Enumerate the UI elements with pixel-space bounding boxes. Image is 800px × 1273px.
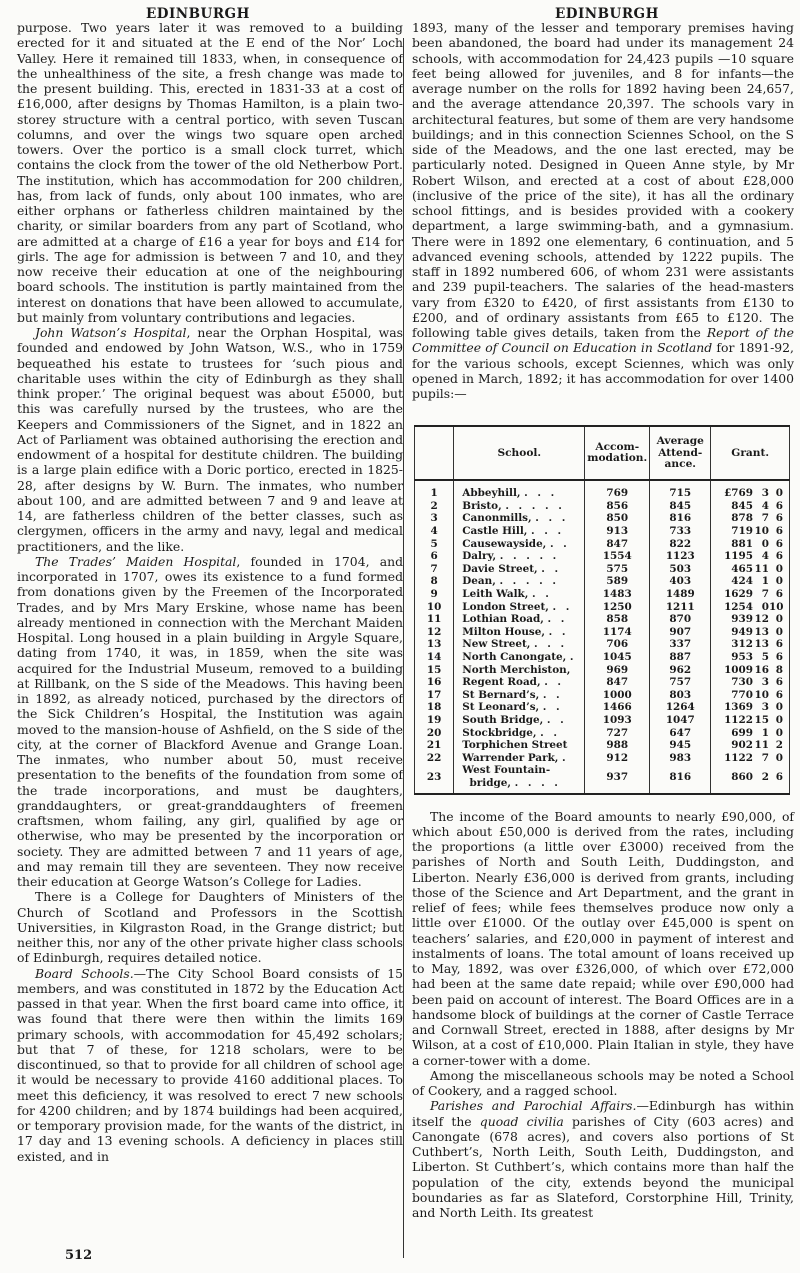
school-name: St Leonard’s, . . xyxy=(454,701,585,714)
school-name: North Canongate, . xyxy=(454,651,585,664)
accommodation: 1250 xyxy=(585,601,650,614)
row-number: 7 xyxy=(415,563,454,576)
grant-pence: 6 xyxy=(775,512,783,525)
attendance: 1264 xyxy=(650,701,711,714)
attendance: 845 xyxy=(650,500,711,513)
grant xyxy=(711,727,790,740)
section-title-john-watsons: John Watson’s Hospital xyxy=(35,325,187,340)
attendance: 822 xyxy=(650,538,711,551)
grant-pounds: 730 xyxy=(731,676,753,689)
table-row xyxy=(415,651,790,664)
table-row xyxy=(415,525,790,538)
grant-shillings: 4 xyxy=(761,499,769,512)
school-name: West Fountain- bridge, . . . . xyxy=(454,764,585,793)
section-title-trades-maiden: The Trades’ Maiden Hospital xyxy=(35,553,237,569)
table-header-row xyxy=(415,426,790,480)
row-number: 18 xyxy=(415,701,454,714)
grant-pence: 8 xyxy=(775,663,783,676)
report-title: Report of the Committee of Council on Education in Scotland xyxy=(412,325,795,356)
grant-pounds: 881 xyxy=(731,537,753,550)
accommodation: 850 xyxy=(585,512,650,525)
grant-shillings: 1 xyxy=(761,726,769,739)
school-name: Stockbridge, . . xyxy=(454,727,585,740)
table-row xyxy=(415,512,790,525)
attendance: 816 xyxy=(650,764,711,793)
attendance: 1123 xyxy=(650,550,711,563)
grant-pence: 6 xyxy=(775,676,783,689)
grant-shillings: 3 xyxy=(761,676,769,689)
school-name: Lothian Road, . . xyxy=(454,613,585,626)
row-number: 21 xyxy=(415,739,454,752)
school-name: Davie Street, . . xyxy=(454,563,585,576)
grant-shillings: 13 xyxy=(754,638,769,651)
grant-pence: 2 xyxy=(775,739,783,752)
table-row xyxy=(415,739,790,752)
grant-pounds: £769 xyxy=(724,487,753,500)
paragraph-orphan-hospital: purpose. Two years later it was removed to a building erected for it and situated at the E end of the Nor’ Loch Valley. Here it remained till 1833, when, in consequence of the unhealthiness of the site, a fresh change was made to the present building. This, erected in 1831-33 at a cost of £16,000, after designs by Thomas Hamilton, is a plain two-storey structure with a central portico, with seven Tuscan columns, and over the wings two square open arched towers. Over the portico is a small clock turret, which contains the clock from the tower of the old Netherbow Port. The institution, which has accommodation for 200 children, has, from lack of funds, only about 100 inmates, who are either orphans or fatherless children maintained by the charity, or similar boarders from any part of Scotland, who are admitted at a charge of £16 a year for boys and £14 for girls. The age for admission is between 7 and 10, and they now receive their education at one of the neighbouring board schools. The institution is partly maintained from the interest on donations that have been allowed to accumulate, but mainly from voluntary contributions and legacies. xyxy=(17,20,403,325)
school-name: Torphichen Street xyxy=(454,739,585,752)
table-row xyxy=(415,676,790,689)
col-header-number xyxy=(415,426,454,480)
row-number: 3 xyxy=(415,512,454,525)
grant-pence: 0 xyxy=(775,625,783,638)
grant xyxy=(711,676,790,689)
grant-shillings: 1 xyxy=(761,575,769,588)
accommodation: 589 xyxy=(585,575,650,588)
grant-pounds: 1629 xyxy=(724,588,753,600)
row-number: 1 xyxy=(415,480,454,500)
attendance: 907 xyxy=(650,626,711,639)
grant xyxy=(711,651,790,664)
row-number: 20 xyxy=(415,727,454,740)
school-name: South Bridge, . . xyxy=(454,714,585,727)
grant-shillings: 12 xyxy=(754,613,769,626)
grant xyxy=(711,538,790,551)
grant-pounds: 1122 xyxy=(724,713,753,726)
grant-pounds: 312 xyxy=(731,638,753,651)
grant xyxy=(711,764,790,793)
attendance: 945 xyxy=(650,739,711,752)
accommodation: 727 xyxy=(585,727,650,740)
grant-pence: 0 xyxy=(775,613,783,626)
grant-pounds: 878 xyxy=(731,512,753,525)
grant-pence: 6 xyxy=(775,588,783,600)
grant xyxy=(711,664,790,677)
grant xyxy=(711,714,790,727)
attendance: 887 xyxy=(650,651,711,664)
school-name: Leith Walk, . . xyxy=(454,588,585,601)
grant-pence: 6 xyxy=(775,770,783,783)
grant xyxy=(711,613,790,626)
school-name: Causewayside, . . xyxy=(454,538,585,551)
table-row xyxy=(415,638,790,651)
row-number: 23 xyxy=(415,764,454,793)
table-row xyxy=(415,764,790,793)
grant-pounds: 424 xyxy=(731,575,753,588)
row-number: 16 xyxy=(415,676,454,689)
grant xyxy=(711,638,790,651)
grant xyxy=(711,550,790,563)
school-name: Dalry, . . . . . xyxy=(454,550,585,563)
running-header-left: EDINBURGH xyxy=(146,6,250,22)
paragraph-college-daughters-ministers: There is a College for Daughters of Ministers of the Church of Scotland and Professors in the Scottish Universities, in Kilgraston Road, in the Grange district; but neither this, nor any of the other private higher class schools of Edinburgh, requires detailed notice. xyxy=(17,889,403,966)
section-title-parishes: Parishes and Parochial Affairs. xyxy=(430,1098,637,1114)
accommodation: 969 xyxy=(585,664,650,677)
row-number: 5 xyxy=(415,538,454,551)
accommodation: 706 xyxy=(585,638,650,651)
table-row xyxy=(415,575,790,588)
grant-pence: 6 xyxy=(775,537,783,550)
grant-shillings: 15 xyxy=(754,713,769,726)
paragraph-misc-schools: Among the miscellaneous schools may be noted a School of Cookery, and a ragged school. xyxy=(412,1067,794,1098)
accommodation: 1174 xyxy=(585,626,650,639)
table-row xyxy=(415,601,790,614)
grant-shillings: 11 xyxy=(754,739,769,752)
school-name: Canonmills, . . . xyxy=(454,512,585,525)
grant-pence: 6 xyxy=(775,638,783,651)
grant-pence: 0 xyxy=(775,487,783,500)
grant-shillings: 3 xyxy=(761,701,769,714)
attendance: 983 xyxy=(650,752,711,765)
grant xyxy=(711,575,790,588)
grant-pounds: 953 xyxy=(731,650,753,663)
row-number: 17 xyxy=(415,689,454,702)
grant-pence: 0 xyxy=(775,751,783,764)
table-row xyxy=(415,727,790,740)
left-column xyxy=(17,20,403,1164)
row-number: 19 xyxy=(415,714,454,727)
grant-shillings: 11 xyxy=(754,562,769,575)
table-row xyxy=(415,752,790,765)
table-row xyxy=(415,563,790,576)
attendance: 962 xyxy=(650,664,711,677)
row-number: 11 xyxy=(415,613,454,626)
grant-shillings: 0 xyxy=(761,600,769,613)
grant-shillings: 7 xyxy=(761,751,769,764)
attendance: 503 xyxy=(650,563,711,576)
accommodation: 1045 xyxy=(585,651,650,664)
grant-pounds: 770 xyxy=(731,688,753,701)
grant-pence: 0 xyxy=(775,562,783,575)
paragraph-trades-maiden-hospital: The Trades’ Maiden Hospital, founded in 1704, and incorporated in 1707, owes its existence to a fund formed from donations given by the Freemen of the Incorporated Trades, and by Mrs Mary Erskine, whose name has been already mentioned in connection with the Merchant Maiden Hospital. Long housed in a plain building in Argyle Square, dating from 1740, it was, in 1859, when the site was acquired for the Industrial Museum, removed to a building at Rillbank, on the S side of the Meadows. This having been in 1892, as already noticed, purchased by the directors of the Sick Children’s Hospital, the Institution was again moved to the mansion-house of Ashfield, on the S side of the city, at the corner of Blackford Avenue and Grange Loan. The inmates, who number about 50, must receive presentation to the benefits of the foundation from some of the trade incorporations, and must be daughters, granddaughters, or great-granddaughters of freemen craftsmen, whom failing, any girl, qualified by age or otherwise, who may be presented by the incorporation or society. They are admitted between 7 and 11 years of age, and may remain till they are seventeen. They now receive their education at George Watson’s College for Ladies. xyxy=(17,553,403,889)
grant-pounds: 860 xyxy=(731,770,753,783)
grant xyxy=(711,480,790,500)
running-header-right: EDINBURGH xyxy=(555,6,659,22)
grant-shillings: 13 xyxy=(754,625,769,638)
accommodation: 913 xyxy=(585,525,650,538)
table-row xyxy=(415,689,790,702)
accommodation: 912 xyxy=(585,752,650,765)
accommodation: 1554 xyxy=(585,550,650,563)
col-header-school: School. xyxy=(454,426,585,480)
row-number: 9 xyxy=(415,588,454,601)
grant-shillings: 3 xyxy=(761,487,769,500)
row-number: 13 xyxy=(415,638,454,651)
grant xyxy=(711,752,790,765)
grant-pounds: 949 xyxy=(731,625,753,638)
grant-pounds: 1254 xyxy=(724,600,753,613)
grant-pence: 0 xyxy=(775,701,783,714)
accommodation: 1483 xyxy=(585,588,650,601)
grant-shillings: 0 xyxy=(761,537,769,550)
accommodation: 1093 xyxy=(585,714,650,727)
accommodation: 769 xyxy=(585,480,650,500)
school-name: St Bernard’s, . . xyxy=(454,689,585,702)
attendance: 757 xyxy=(650,676,711,689)
school-name: Regent Road, . . xyxy=(454,676,585,689)
grant xyxy=(711,512,790,525)
schools-table-wrapper xyxy=(412,425,794,794)
grant-shillings: 10 xyxy=(754,525,769,538)
school-name: London Street, . . xyxy=(454,601,585,614)
grant-pounds: 1369 xyxy=(724,701,753,714)
school-name: New Street, . . . xyxy=(454,638,585,651)
row-number: 14 xyxy=(415,651,454,664)
accommodation: 937 xyxy=(585,764,650,793)
accommodation: 847 xyxy=(585,538,650,551)
paragraph-john-watsons-hospital: John Watson’s Hospital, near the Orphan Hospital, was founded and endowed by John Watson, W.S., who in 1759 bequeathed his estate to trustees for ‘such pious and charitable uses within the city of Edinburgh as they shall think proper.’ The original bequest was about £5000, but this was carefully nursed by the trustees, who are the Keepers and Commissioners of the Signet, and in 1822 an Act of Parliament was obtained authorising the erection and endowment of a hospital for destitute children. The building is a large plain edifice with a Doric portico, erected in 1825-28, after designs by W. Burn. The inmates, who number about 100, and are admitted between 7 and 9 and leave at 14, are fatherless children of the better classes, such as clergymen, officers in the army and navy, legal and medical practitioners, and the like. xyxy=(17,325,404,554)
table-row xyxy=(415,626,790,639)
grant-shillings: 2 xyxy=(761,770,769,783)
grant-pounds: 939 xyxy=(731,613,753,626)
attendance: 1047 xyxy=(650,714,711,727)
grant-pounds: 845 xyxy=(731,499,753,512)
grant-shillings: 7 xyxy=(761,512,769,525)
grant xyxy=(711,689,790,702)
row-number: 10 xyxy=(415,601,454,614)
grant-pounds: 1122 xyxy=(724,751,753,764)
grant xyxy=(711,626,790,639)
row-number: 12 xyxy=(415,626,454,639)
grant-pounds: 1195 xyxy=(724,550,753,563)
grant-pounds: 902 xyxy=(731,739,753,752)
grant xyxy=(711,588,790,601)
table-row xyxy=(415,588,790,601)
page-number: 512 xyxy=(65,1248,93,1263)
accommodation: 856 xyxy=(585,500,650,513)
grant xyxy=(711,500,790,513)
table-body xyxy=(415,480,790,793)
grant xyxy=(711,739,790,752)
accommodation: 847 xyxy=(585,676,650,689)
grant-pence: 0 xyxy=(775,713,783,726)
table-row xyxy=(415,500,790,513)
grant xyxy=(711,601,790,614)
attendance: 816 xyxy=(650,512,711,525)
row-number: 4 xyxy=(415,525,454,538)
grant-pounds: 1009 xyxy=(724,663,753,676)
grant-pence: 6 xyxy=(775,525,783,538)
right-column xyxy=(412,20,794,1220)
table-row xyxy=(415,714,790,727)
grant-pounds: 719 xyxy=(731,525,753,538)
grant-pounds: 465 xyxy=(731,562,753,575)
paragraph-board-schools: Board Schools.—The City School Board consists of 15 members, and was constituted in 1872 by the Education Act passed in that year. When the first board came into office, it was found that there were then within the limits 169 primary schools, with accommodation for 45,492 scholars; but that 7 of these, for 1218 scholars, were to be discontinued, so that to provide for all children of school age it would be necessary to provide 4160 additional places. To meet this deficiency, it was resolved to erect 7 new schools for 4200 children; and by 1874 buildings had been acquired, or temporary provision made, for the wants of the district, in 17 day and 13 evening schools. A deficiency in places still existed, and in xyxy=(17,965,403,1164)
table-row xyxy=(415,480,790,500)
school-name: Castle Hill, . . . xyxy=(454,525,585,538)
row-number: 15 xyxy=(415,664,454,677)
grant xyxy=(711,525,790,538)
grant xyxy=(711,563,790,576)
grant-pence: 6 xyxy=(775,650,783,663)
col-header-accommodation: Accom- modation. xyxy=(585,426,650,480)
row-number: 2 xyxy=(415,500,454,513)
paragraph-board-income: The income of the Board amounts to nearly £90,000, of which about £50,000 is derived from the rates, including the proportions (a little over £3000) received from the parishes of North and South Leith, Duddingston, and Liberton. Nearly £36,000 is derived from grants, including those of the Science and Art Department, and the grant in relief of fees; while fees themselves produce now only a little over £1000. Of the outlay over £45,000 is spent on teachers’ salaries, and £20,000 in payment of interest and instalments of loans. The total amount of loans received up to May, 1892, was over £326,000, of which over £72,000 had been at the same date repaid; while over £90,000 had been paid on account of interest. The Board Offices are in a handsome block of buildings at the corner of Castle Terrace and Cornwall Street, erected in 1888, after designs by Mr Wilson, at a cost of £10,000. Plain Italian in style, they have a corner-tower with a dome. xyxy=(412,808,794,1068)
accommodation: 988 xyxy=(585,739,650,752)
schools-table xyxy=(414,425,790,794)
attendance: 1211 xyxy=(650,601,711,614)
table-row xyxy=(415,538,790,551)
column-divider xyxy=(403,38,404,1258)
row-number: 8 xyxy=(415,575,454,588)
attendance: 870 xyxy=(650,613,711,626)
table-row xyxy=(415,613,790,626)
attendance: 403 xyxy=(650,575,711,588)
attendance: 337 xyxy=(650,638,711,651)
grant-shillings: 10 xyxy=(754,688,769,701)
grant-shillings: 7 xyxy=(761,588,769,600)
grant xyxy=(711,701,790,714)
grant-shillings: 5 xyxy=(761,650,769,663)
table-row xyxy=(415,664,790,677)
table-row xyxy=(415,550,790,563)
grant-pence: 0 xyxy=(775,726,783,739)
col-header-attendance: Average Attend- ance. xyxy=(650,426,711,480)
school-name: Abbeyhill, . . . xyxy=(454,480,585,500)
table-row xyxy=(415,701,790,714)
attendance: 1489 xyxy=(650,588,711,601)
attendance: 733 xyxy=(650,525,711,538)
grant-pence: 6 xyxy=(775,499,783,512)
school-name: North Merchiston, xyxy=(454,664,585,677)
grant-pence: 6 xyxy=(775,688,783,701)
grant-pounds: 699 xyxy=(731,726,753,739)
accommodation: 1466 xyxy=(585,701,650,714)
attendance: 715 xyxy=(650,480,711,500)
grant-pence: 10 xyxy=(769,600,784,613)
accommodation: 575 xyxy=(585,563,650,576)
accommodation: 1000 xyxy=(585,689,650,702)
row-number: 22 xyxy=(415,752,454,765)
paragraph-parishes: Parishes and Parochial Affairs.—Edinburgh has within itself the quoad civilia parishes of City (603 acres) and Canongate (678 acres), and covers also portions of St Cuthbert’s, North Leith, South Leith, Duddingston, and Liberton. St Cuthbert’s, which contains more than half the population of the city, extends beyond the municipal boundaries as far as Slateford, Corstorphine Hill, Trinity, and North Leith. Its greatest xyxy=(412,1098,794,1220)
col-header-grant: Grant. xyxy=(711,426,790,480)
school-name: Milton House, . . xyxy=(454,626,585,639)
row-number: 6 xyxy=(415,550,454,563)
grant-shillings: 4 xyxy=(761,550,769,563)
school-name: Bristo, . . . . . xyxy=(454,500,585,513)
paragraph-board-schools-cont: 1893, many of the lesser and temporary premises having been abandoned, the board had under its management 24 schools, with accommodation for 24,423 pupils —10 square feet being allowed for juveniles, and 8 for infants—the average number on the rolls for 1892 having been 24,657, and the average attendance 20,397. The schools vary in architectural features, but some of them are very handsome buildings; and in this connection Sciennes School, on the S side of the Meadows, and the one last erected, may be particularly noted. Designed in Queen Anne style, by Mr Robert Wilson, and erected at a cost of about £28,000 (inclusive of the price of the site), it has all the ordinary school fittings, and is besides provided with a cookery department, a large swimming-bath, and a gymnasium. There were in 1892 one elementary, 6 continuation, and 5 advanced evening schools, attended by 1222 pupils. The staff in 1892 numbered 606, of whom 231 were assistants and 239 pupil-teachers. The salaries of the head-masters vary from £320 to £420, of first assistants from £130 to £200, and of ordinary assistants from £65 to £120. The following table gives details, taken from the Report of the Committee of Council on Education in Scotland for 1891-92, for the various schools, except Sciennes, which was only opened in March, 1892; it has accommodation for over 1400 pupils:— xyxy=(412,20,795,401)
attendance: 647 xyxy=(650,727,711,740)
section-title-board-schools: Board Schools. xyxy=(35,965,134,981)
school-name: Dean, . . . . . xyxy=(454,575,585,588)
grant-shillings: 16 xyxy=(754,663,769,676)
accommodation: 858 xyxy=(585,613,650,626)
attendance: 803 xyxy=(650,689,711,702)
grant-pence: 6 xyxy=(775,550,783,563)
school-name: Warrender Park, . xyxy=(454,752,585,765)
grant-pence: 0 xyxy=(775,575,783,588)
